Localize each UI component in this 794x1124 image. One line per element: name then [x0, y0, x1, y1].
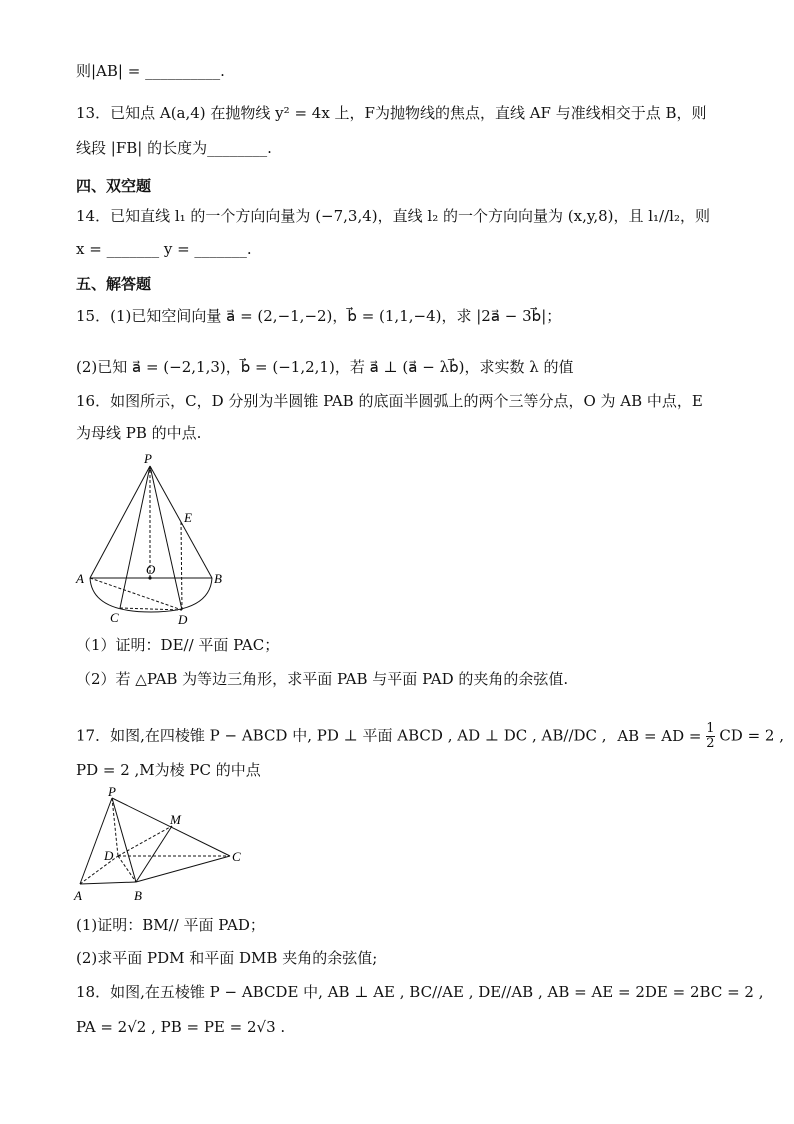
- label-O: O: [146, 562, 156, 577]
- question-13-line1: 13．已知点 A(a,4) 在抛物线 y² = 4x 上，F为抛物线的焦点，直线 AF 与准线相交于点 B，则: [76, 104, 707, 122]
- question-16-line1: 16．如图所示，C，D 分别为半圆锥 PAB 的底面半圆弧上的两个三等分点，O 为 AB 中点，E: [76, 392, 703, 410]
- question-18-line1: 18．如图,在五棱锥 P − ABCDE 中, AB ⊥ AE , BC//AE , DE//AB , AB = AE = 2DE = 2BC = 2 ,: [76, 983, 764, 1001]
- question-15-part1: 15．(1)已知空间向量 a⃗ = (2,−1,−2)，b⃗ = (1,1,−4)，求 |2a⃗ − 3b⃗|；: [76, 307, 562, 325]
- question-17-line2: PD = 2 ,M为棱 PC 的中点: [76, 761, 261, 779]
- label-A: A: [76, 571, 84, 586]
- label-P: P: [144, 452, 152, 466]
- line-q12-answer: 则|AB| = __________.: [76, 62, 225, 80]
- question-17-comma: ,: [779, 726, 785, 745]
- question-15-part2: (2)已知 a⃗ = (−2,1,3)，b⃗ = (−1,2,1)，若 a⃗ ⊥ (a⃗ − λb⃗)，求实数 λ 的值: [76, 358, 574, 376]
- question-17-eq-left: AB = AD =: [617, 726, 702, 745]
- question-17-eq-right: CD = 2: [719, 726, 775, 745]
- label-B: B: [214, 571, 222, 586]
- pyramid-figure: [72, 786, 252, 906]
- question-16-line2: 为母线 PB 的中点.: [76, 424, 202, 442]
- label-M: M: [170, 812, 181, 827]
- label-A: A: [74, 888, 82, 903]
- question-13-line2: 线段 |FB| 的长度为________.: [76, 139, 272, 157]
- fraction-denominator: 2: [706, 736, 715, 751]
- half-cone-figure: [74, 452, 244, 627]
- fraction-numerator: 1: [706, 721, 715, 736]
- question-16-part2: （2）若 △PAB 为等边三角形，求平面 PAB 与平面 PAD 的夹角的余弦值.: [76, 670, 569, 688]
- section-heading-5: 五、解答题: [76, 275, 152, 293]
- fraction-one-half: [706, 722, 714, 751]
- section-heading-4: 四、双空题: [76, 177, 152, 195]
- label-D: D: [178, 612, 188, 627]
- question-17-intro: 17．如图,在四棱锥 P − ABCD 中, PD ⊥ 平面 ABCD , AD ⊥ DC , AB//DC ,: [76, 726, 607, 745]
- question-18-line2: PA = 2√2 , PB = PE = 2√3 .: [76, 1018, 286, 1036]
- label-C: C: [232, 849, 241, 864]
- question-17-part1: (1)证明：BM// 平面 PAD；: [76, 916, 265, 934]
- question-14-line2: x = _______ y = _______.: [76, 240, 252, 258]
- question-14-line1: 14．已知直线 l₁ 的一个方向向量为 (−7,3,4)，直线 l₂ 的一个方向向量为 (x,y,8)，且 l₁//l₂，则: [76, 207, 710, 225]
- question-17-part2: (2)求平面 PDM 和平面 DMB 夹角的余弦值;: [76, 949, 378, 967]
- question-16-part1: （1）证明：DE// 平面 PAC；: [76, 636, 280, 654]
- question-17-line1: [76, 722, 784, 751]
- label-C: C: [110, 610, 119, 625]
- label-E: E: [184, 510, 192, 525]
- label-D: D: [104, 848, 114, 863]
- label-P: P: [108, 786, 116, 799]
- label-B: B: [134, 888, 142, 903]
